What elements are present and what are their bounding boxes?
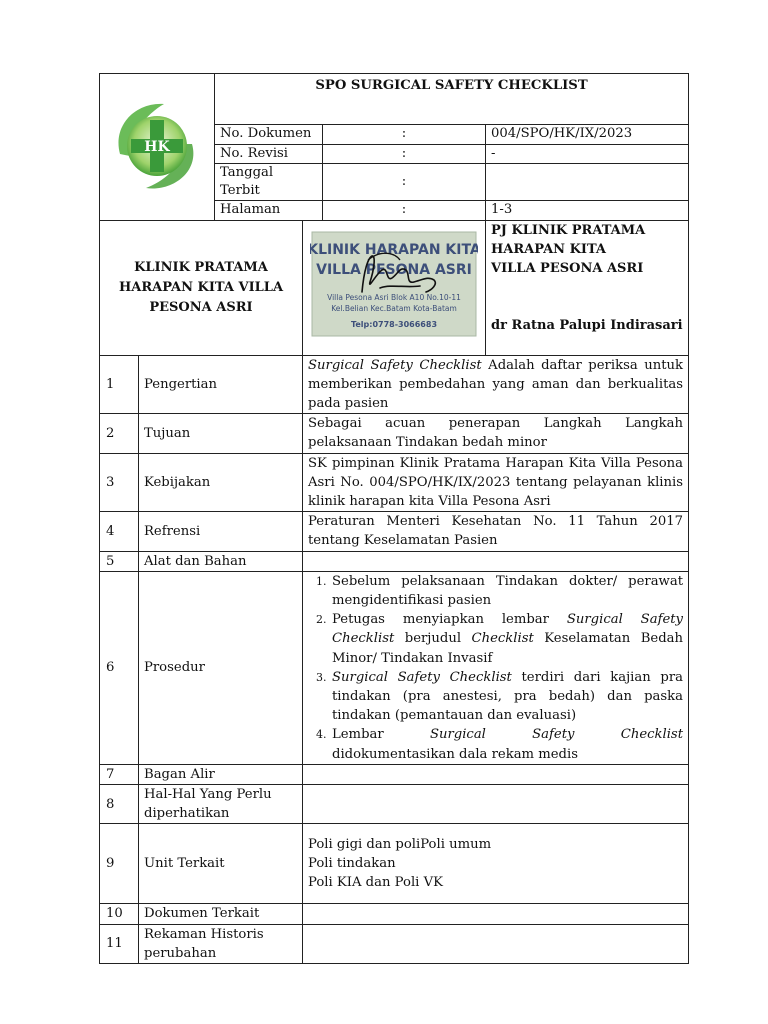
clinic-stamp-cell bbox=[303, 220, 486, 355]
meta-sep: : bbox=[323, 201, 486, 221]
meta-value-revision: - bbox=[486, 144, 689, 164]
svg-text:Kel.Belian Kec.Batam Kota-Bata: Kel.Belian Kec.Batam Kota-Batam bbox=[331, 304, 457, 314]
row-content: Sebagai acuan penerapan Langkah Langkah pelaksanaan Tindakan bedah minor bbox=[303, 414, 689, 453]
table-row: 1 Pengertian Surgical Safety Checklist Adalah daftar periksa untuk memberikan pembedahan yang aman dan berkualitas pada pasien bbox=[100, 355, 689, 414]
svg-text:Telp:0778-3066683: Telp:0778-3066683 bbox=[350, 320, 438, 330]
document-title: SPO SURGICAL SAFETY CHECKLIST bbox=[215, 74, 689, 125]
table-row: 2 Tujuan Sebagai acuan penerapan Langkah Langkah pelaksanaan Tindakan bedah minor bbox=[100, 414, 689, 453]
row-label: Refrensi bbox=[139, 512, 303, 551]
row-label: Dokumen Terkait bbox=[139, 904, 303, 924]
table-row: 8 Hal-Hal Yang Perlu diperhatikan bbox=[100, 784, 689, 823]
meta-value-document-number: 004/SPO/HK/IX/2023 bbox=[486, 125, 689, 145]
svg-text:Villa Pesona Asri Blok A10 No.: Villa Pesona Asri Blok A10 No.10-11 bbox=[327, 293, 461, 303]
table-row: 6 Prosedur 1. Sebelum pelaksanaan Tindakan dokter/ perawat mengidentifikasi pasien 2. Petugas menyiapkan lembar Surgical Safety Checklist berjudul Checklist Keselamatan Bedah Minor/ Tindakan Invasif 3. Surgical Safety Checklist terdiri dari kajian pra tindakan (pra anestesi, pra bedah) dan paska tindakan (pemantauan dan evaluasi) 4. Lembar Surgical Safety Checklist didokumentasikan dala rekam medis bbox=[100, 571, 689, 764]
row-content bbox=[303, 924, 689, 963]
table-row: 11 Rekaman Historis perubahan bbox=[100, 924, 689, 963]
row-label: Unit Terkait bbox=[139, 824, 303, 904]
table-row: 4 Refrensi Peraturan Menteri Kesehatan No. 11 Tahun 2017 tentang Keselamatan Pasien bbox=[100, 512, 689, 551]
table-row: 9 Unit Terkait Poli gigi dan poliPoli umum Poli tindakan Poli KIA dan Poli VK bbox=[100, 824, 689, 904]
clinic-logo-icon bbox=[102, 84, 212, 204]
list-item: 2. Petugas menyiapkan lembar Surgical Safety Checklist berjudul Checklist Keselamatan Bedah Minor/ Tindakan Invasif bbox=[330, 610, 683, 668]
meta-label: Halaman bbox=[215, 201, 323, 221]
responsible-person: PJ KLINIK PRATAMA HARAPAN KITA VILLA PESONA ASRI dr Ratna Palupi Indirasari bbox=[486, 220, 689, 355]
meta-sep: : bbox=[323, 125, 486, 145]
row-label: Bagan Alir bbox=[139, 764, 303, 784]
row-label: Tujuan bbox=[139, 414, 303, 453]
row-content: Poli gigi dan poliPoli umum Poli tindakan Poli KIA dan Poli VK bbox=[303, 824, 689, 904]
procedure-list bbox=[308, 572, 683, 764]
list-item: 3. Surgical Safety Checklist terdiri dari kajian pra tindakan (pra anestesi, pra bedah) dan paska tindakan (pemantauan dan evaluasi) bbox=[330, 668, 683, 726]
svg-text:KLINIK HARAPAN KITA: KLINIK HARAPAN KITA bbox=[310, 242, 478, 259]
table-row: 5 Alat dan Bahan bbox=[100, 551, 689, 571]
svg-text:HK: HK bbox=[144, 138, 170, 155]
row-label: Pengertian bbox=[139, 355, 303, 414]
row-label: Alat dan Bahan bbox=[139, 551, 303, 571]
meta-label: Tanggal Terbit bbox=[215, 164, 323, 201]
clinic-name: KLINIK PRATAMA HARAPAN KITA VILLA PESONA ASRI bbox=[100, 220, 303, 355]
clinic-stamp-signature-icon bbox=[310, 230, 478, 338]
row-label: Hal-Hal Yang Perlu diperhatikan bbox=[139, 784, 303, 823]
row-content bbox=[303, 551, 689, 571]
logo-cell bbox=[100, 74, 215, 221]
meta-sep: : bbox=[323, 144, 486, 164]
meta-sep: : bbox=[323, 164, 486, 201]
spo-document bbox=[99, 73, 688, 964]
row-label: Kebijakan bbox=[139, 453, 303, 512]
row-content: SK pimpinan Klinik Pratama Harapan Kita Villa Pesona Asri No. 004/SPO/HK/IX/2023 tentang pelayanan klinis klinik harapan kita Villa Pesona Asri bbox=[303, 453, 689, 512]
row-content bbox=[303, 784, 689, 823]
meta-value-pages: 1-3 bbox=[486, 201, 689, 221]
table-row: 3 Kebijakan SK pimpinan Klinik Pratama Harapan Kita Villa Pesona Asri No. 004/SPO/HK/IX/2023 tentang pelayanan klinis klinik harapan kita Villa Pesona Asri bbox=[100, 453, 689, 512]
meta-value-issue-date bbox=[486, 164, 689, 201]
procedure-list-cell bbox=[303, 571, 689, 764]
row-content: Surgical Safety Checklist Adalah daftar periksa untuk memberikan pembedahan yang aman dan berkualitas pada pasien bbox=[303, 355, 689, 414]
svg-text:VILLA PESONA ASRI: VILLA PESONA ASRI bbox=[316, 262, 472, 279]
list-item: 1. Sebelum pelaksanaan Tindakan dokter/ perawat mengidentifikasi pasien bbox=[330, 572, 683, 610]
meta-label: No. Revisi bbox=[215, 144, 323, 164]
table-row: 7 Bagan Alir bbox=[100, 764, 689, 784]
row-content bbox=[303, 764, 689, 784]
table-row: 10 Dokumen Terkait bbox=[100, 904, 689, 924]
row-content: Peraturan Menteri Kesehatan No. 11 Tahun 2017 tentang Keselamatan Pasien bbox=[303, 512, 689, 551]
doctor-name: dr Ratna Palupi Indirasari bbox=[491, 317, 683, 333]
meta-label: No. Dokumen bbox=[215, 125, 323, 145]
list-item: 4. Lembar Surgical Safety Checklist didokumentasikan dala rekam medis bbox=[330, 725, 683, 763]
row-label: Prosedur bbox=[139, 571, 303, 764]
row-label: Rekaman Historis perubahan bbox=[139, 924, 303, 963]
row-content bbox=[303, 904, 689, 924]
